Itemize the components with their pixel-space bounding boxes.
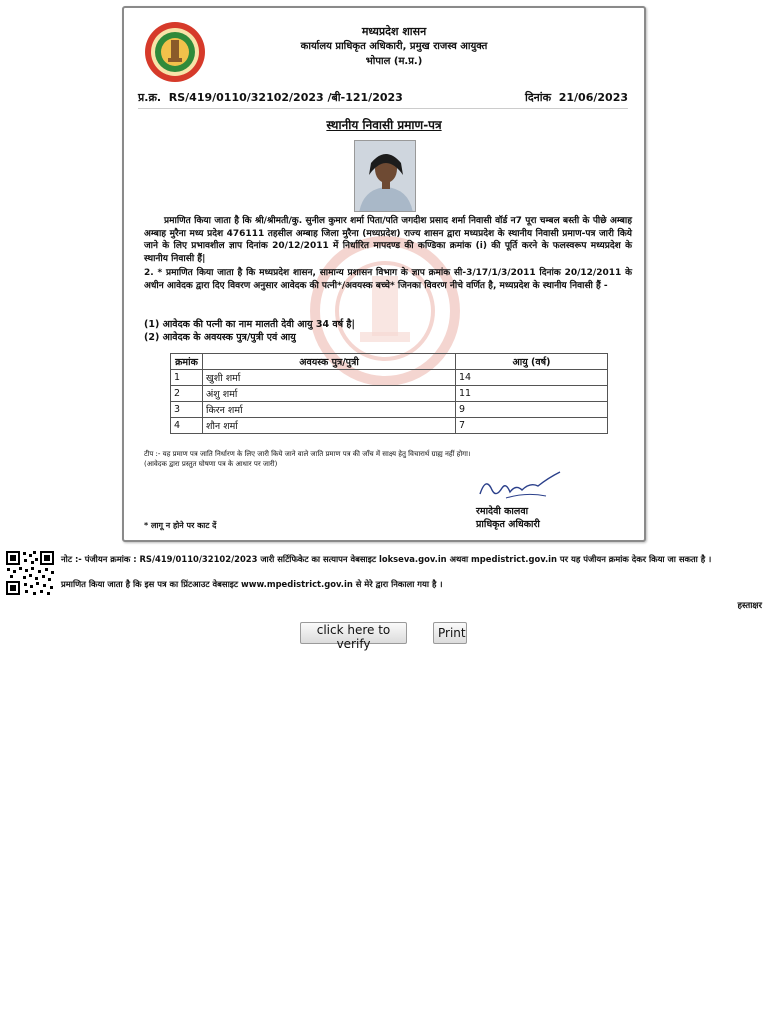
qr-code-icon [5,550,55,596]
spouse-details: (1) आवेदक की पत्नी का नाम मालती देवी आयु 34 वर्ष है| [144,319,355,330]
header-office: कार्यालय प्राधिकृत अधिकारी, प्रमुख राजस्व आयुक्त [300,41,488,52]
applicant-photo [354,140,416,212]
column-header-serial: क्रमांक [171,354,203,370]
cell-serial: 3 [171,402,203,418]
reference-number-value: RS/419/0110/32102/2023 /बी-121/2023 [168,91,403,104]
cell-child-name: शौन शर्मा [203,418,456,434]
cell-child-name: अंशु शर्मा [203,386,456,402]
column-header-age: आयु (वर्ष) [456,354,608,370]
cell-age: 7 [456,418,608,434]
remark-caste-note: टीप :- यह प्रमाण पत्र जाति निर्धारण के लिए जारी किये जाने वाले जाति प्रमाण पत्र की जाँच में साक्ष्य हेतु विचारार्थ ग्राह्य नहीं होगा। [144,450,471,458]
mp-government-emblem-icon [141,20,209,84]
verify-button[interactable]: click here to verify [300,622,407,644]
header-government: मध्यप्रदेश शासन [361,25,427,38]
family-details [144,318,355,344]
column-header-child-name: अवयस्क पुत्र/पुत्री [203,354,456,370]
divider [138,108,628,109]
signature-label: हस्ताक्षर [737,601,762,611]
table-row [171,370,608,386]
children-details-heading: (2) आवेदक के अवयस्क पुत्र/पुत्री एवं आयु [144,332,296,343]
cell-age: 9 [456,402,608,418]
reference-date-value: 21/06/2023 [558,91,628,104]
table-row [171,402,608,418]
footnote: * लागू न होने पर काट दें [144,521,217,530]
person-icon [355,141,416,212]
office-header [224,24,564,69]
cell-serial: 4 [171,418,203,434]
certificate-panel [122,6,646,542]
reference-number-label: प्र.क्र. [138,91,162,104]
officer-signature-icon [476,470,564,504]
table-header-row [171,354,608,370]
header-city: भोपाल (म.प्र.) [365,56,423,67]
certification-paragraph: प्रमाणित किया जाता है कि श्री/श्रीमती/कु. सुनील कुमार शर्मा पिता/पति जगदीश प्रसाद शर्मा निवासी वॉर्ड न7 पूरा चम्बल बस्ती के पीछे अम्बाह अम्बाह मुरैना मध्य प्रदेश 476111 तहसील अम्बाह जिला मुरैना (मध्यप्रदेश) राज्य शासन द्वारा मध्यप्रदेश के स्थानीय निवासी प्रमाण-पत्र जारी किये जाने के लिए प्रभावशील ज्ञाप दिनांक 20/12/2011 में निर्धारित मापदण्ड की कण्डिका क्रमांक (i) की पूर्ति करने के फलस्वरूप मध्यप्रदेश के स्थानीय निवासी हैं| [144,216,632,264]
cell-child-name: खुशी शर्मा [203,370,456,386]
printout-note: प्रमाणित किया जाता है कि इस पत्र का प्रिंटआउट वेबसाइट www.mpedistrict.gov.in से मेरे द्वारा निकाला गया है । [61,579,443,589]
cell-serial: 2 [171,386,203,402]
cell-child-name: किरन शर्मा [203,402,456,418]
print-button[interactable]: Print [433,622,467,644]
table-row [171,418,608,434]
signatory-designation: प्राधिकृत अधिकारी [476,519,540,530]
cell-age: 14 [456,370,608,386]
remark-declaration-note: (आवेदक द्वारा प्रस्तुत घोषणा पत्र के आधार पर जारी) [144,460,278,468]
cell-age: 11 [456,386,608,402]
signatory-block [476,505,540,531]
reference-date-label: दिनांक [524,91,552,104]
verification-note: नोट :- पंजीयन क्रमांक : RS/419/0110/32102/2023 जारी सर्टिफिकेट का सत्यापन वेबसाइट lokseva.gov.in अथवा mpedistrict.gov.in पर यह पंजीयन क्रमांक देकर किया जा सकता है । [61,554,712,564]
certificate-title: स्थानीय निवासी प्रमाण-पत्र [326,118,442,132]
signatory-name: रमादेवी कालवा [476,506,529,517]
reference-number [138,90,403,105]
table-row [171,386,608,402]
reference-line [138,90,628,106]
reference-date [525,90,628,105]
family-certification-paragraph: 2. * प्रमाणित किया जाता है कि मध्यप्रदेश शासन, सामान्य प्रशासन विभाग के ज्ञाप क्रमांक सी-3/17/1/3/2011 दिनांक 20/12/2011 के अधीन आवेदक द्वारा दिए विवरण अनुसार आवेदक की पत्नी*/अवयस्क बच्चे* जिनका विवरण नीचे वर्णित है, मध्यप्रदेश के स्थानीय निवासी हैं - [144,268,632,291]
children-table [170,353,608,434]
cell-serial: 1 [171,370,203,386]
verification-notes [61,552,763,591]
remarks [144,449,614,469]
